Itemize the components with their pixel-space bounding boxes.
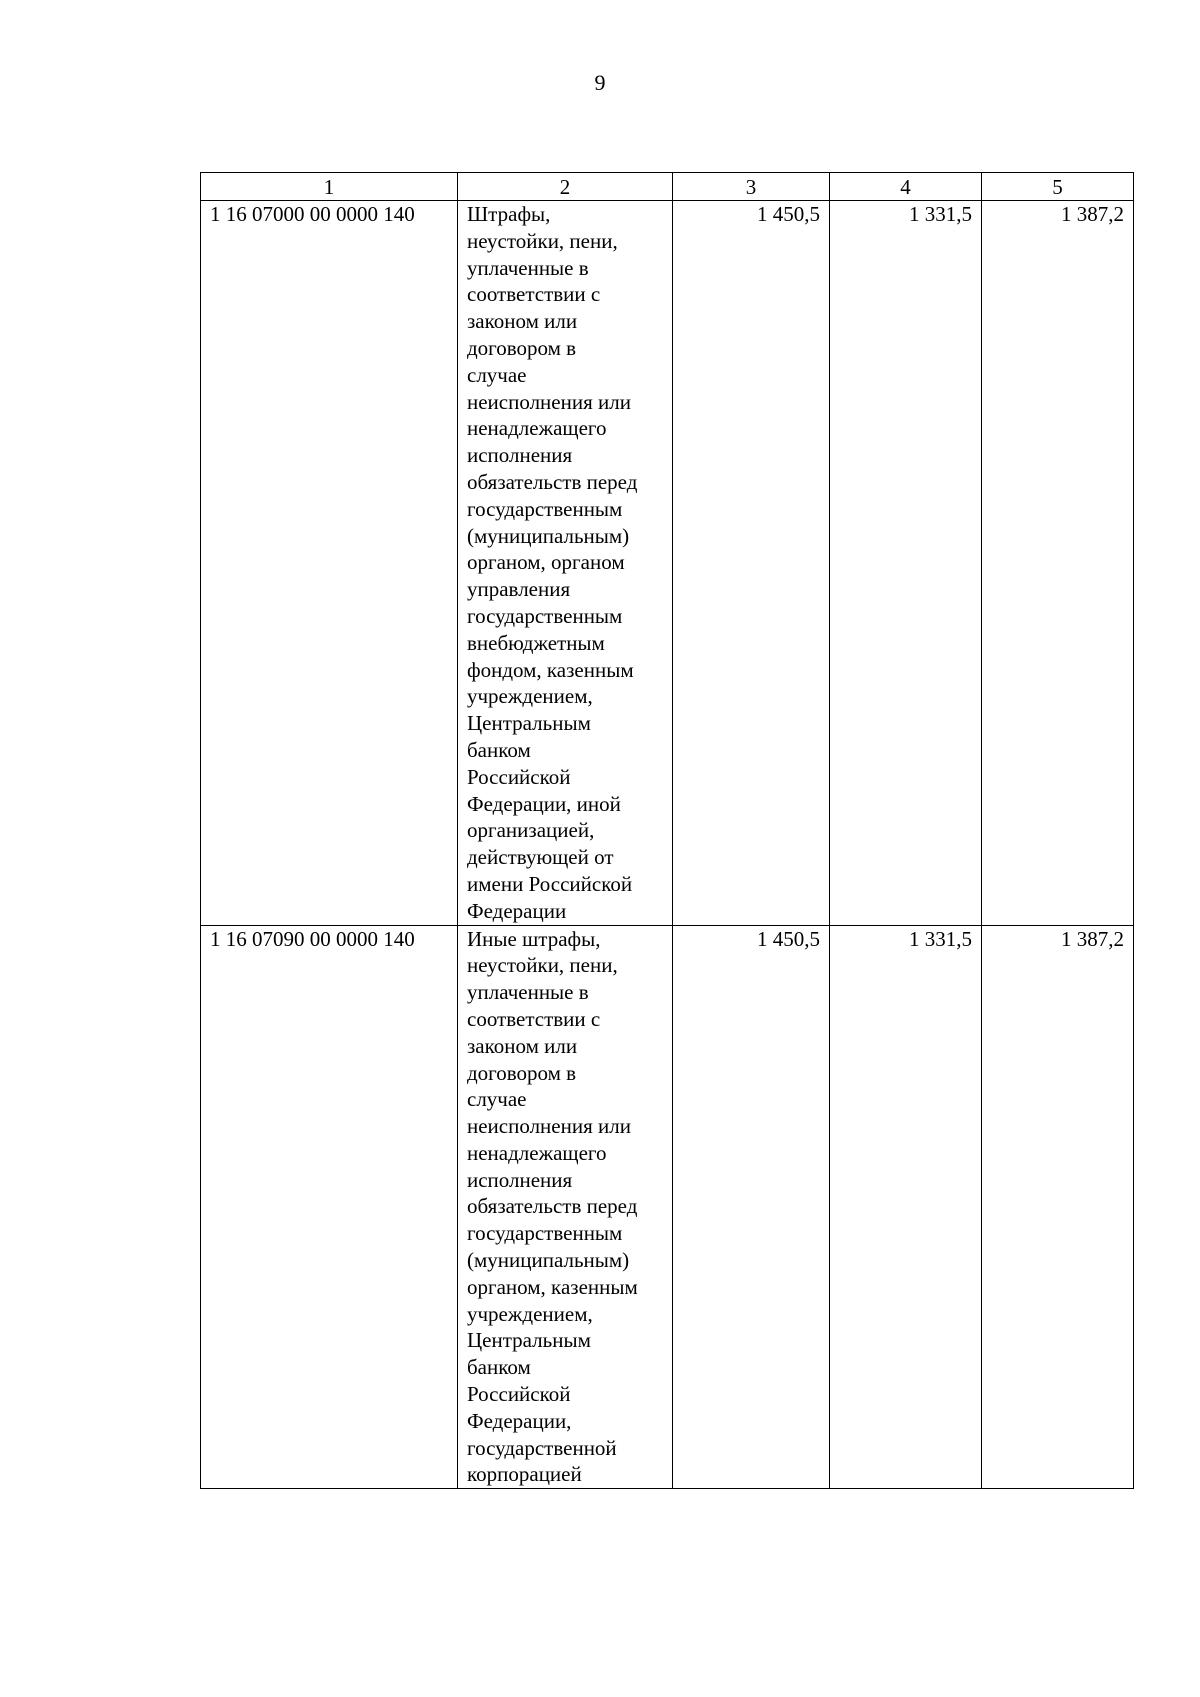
column-header-1: 1 bbox=[201, 173, 458, 201]
row-name bbox=[458, 201, 673, 926]
row-name-line: договором в bbox=[467, 1060, 577, 1085]
table-row bbox=[201, 201, 1134, 926]
row-name-line: (муниципальным) bbox=[467, 1248, 630, 1273]
row-value-col4: 1 331,5 bbox=[830, 925, 982, 1489]
row-name-line: управления bbox=[467, 577, 571, 602]
row-value-col5: 1 387,2 bbox=[982, 925, 1134, 1489]
row-name-line: учреждением, bbox=[467, 684, 593, 709]
row-name-line: (муниципальным) bbox=[467, 523, 630, 548]
row-name-line: органом, органом bbox=[467, 550, 625, 575]
row-name-line: уплаченные в bbox=[467, 255, 589, 280]
row-name-line: Федерации, иной bbox=[467, 791, 621, 816]
row-name-line: государственной bbox=[467, 1435, 617, 1460]
row-name-line: Федерации bbox=[467, 898, 567, 923]
page-number: 9 bbox=[594, 70, 606, 95]
row-name-line: ненадлежащего bbox=[467, 1140, 607, 1165]
column-header-5: 5 bbox=[982, 173, 1134, 201]
row-name-line: законом или bbox=[467, 309, 578, 334]
row-name-line: законом или bbox=[467, 1033, 578, 1058]
row-name-line: Российской bbox=[467, 1382, 571, 1407]
row-name-line: фондом, казенным bbox=[467, 657, 634, 682]
row-name-line: Федерации, bbox=[467, 1408, 572, 1433]
row-value-col5: 1 387,2 bbox=[982, 201, 1134, 926]
table-header-row bbox=[201, 173, 1134, 201]
row-name-line: уплаченные в bbox=[467, 980, 589, 1005]
row-name-line: организацией, bbox=[467, 818, 595, 843]
row-name-line: соответствии с bbox=[467, 282, 601, 307]
row-name-line: банком bbox=[467, 737, 531, 762]
row-name-line: Центральным bbox=[467, 1328, 591, 1353]
row-name-line: исполнения bbox=[467, 443, 573, 468]
row-name-line: обязательств перед bbox=[467, 1194, 638, 1219]
column-header-3: 3 bbox=[673, 173, 830, 201]
row-name-line: учреждением, bbox=[467, 1301, 593, 1326]
row-name-line: неисполнения или bbox=[467, 1114, 631, 1139]
row-name-line: государственным bbox=[467, 496, 623, 521]
row-value-col3: 1 450,5 bbox=[673, 925, 830, 1489]
row-name-line: корпорацией bbox=[467, 1462, 582, 1487]
row-name-line: неустойки, пени, bbox=[467, 228, 618, 253]
row-name-line: государственным bbox=[467, 603, 623, 628]
row-name-line: неустойки, пени, bbox=[467, 953, 618, 978]
row-value-col3: 1 450,5 bbox=[673, 201, 830, 926]
table-row bbox=[201, 925, 1134, 1489]
row-name-line: договором в bbox=[467, 335, 577, 360]
row-name bbox=[458, 925, 673, 1489]
row-code: 1 16 07090 00 0000 140 bbox=[201, 925, 458, 1489]
row-name-line: Штрафы, bbox=[467, 202, 551, 226]
column-header-2: 2 bbox=[458, 173, 673, 201]
row-name-line: банком bbox=[467, 1355, 531, 1380]
row-name-line: неисполнения или bbox=[467, 389, 631, 414]
row-name-line: Центральным bbox=[467, 711, 591, 736]
row-name-line: обязательств перед bbox=[467, 469, 638, 494]
row-name-line: государственным bbox=[467, 1221, 623, 1246]
row-name-line: соответствии с bbox=[467, 1006, 601, 1031]
row-value-col4: 1 331,5 bbox=[830, 201, 982, 926]
row-name-line: случае bbox=[467, 362, 527, 387]
row-name-line: исполнения bbox=[467, 1167, 573, 1192]
row-name-line: случае bbox=[467, 1087, 527, 1112]
row-name-line: Российской bbox=[467, 764, 571, 789]
row-name-line: Иные штрафы, bbox=[467, 926, 601, 951]
column-header-4: 4 bbox=[830, 173, 982, 201]
row-name-line: внебюджетным bbox=[467, 630, 605, 655]
row-name-line: имени Российской bbox=[467, 871, 633, 896]
row-code: 1 16 07000 00 0000 140 bbox=[201, 201, 458, 926]
row-name-line: органом, казенным bbox=[467, 1274, 638, 1299]
row-name-line: ненадлежащего bbox=[467, 416, 607, 441]
row-name-line: действующей от bbox=[467, 845, 614, 870]
budget-table bbox=[200, 172, 1134, 1489]
